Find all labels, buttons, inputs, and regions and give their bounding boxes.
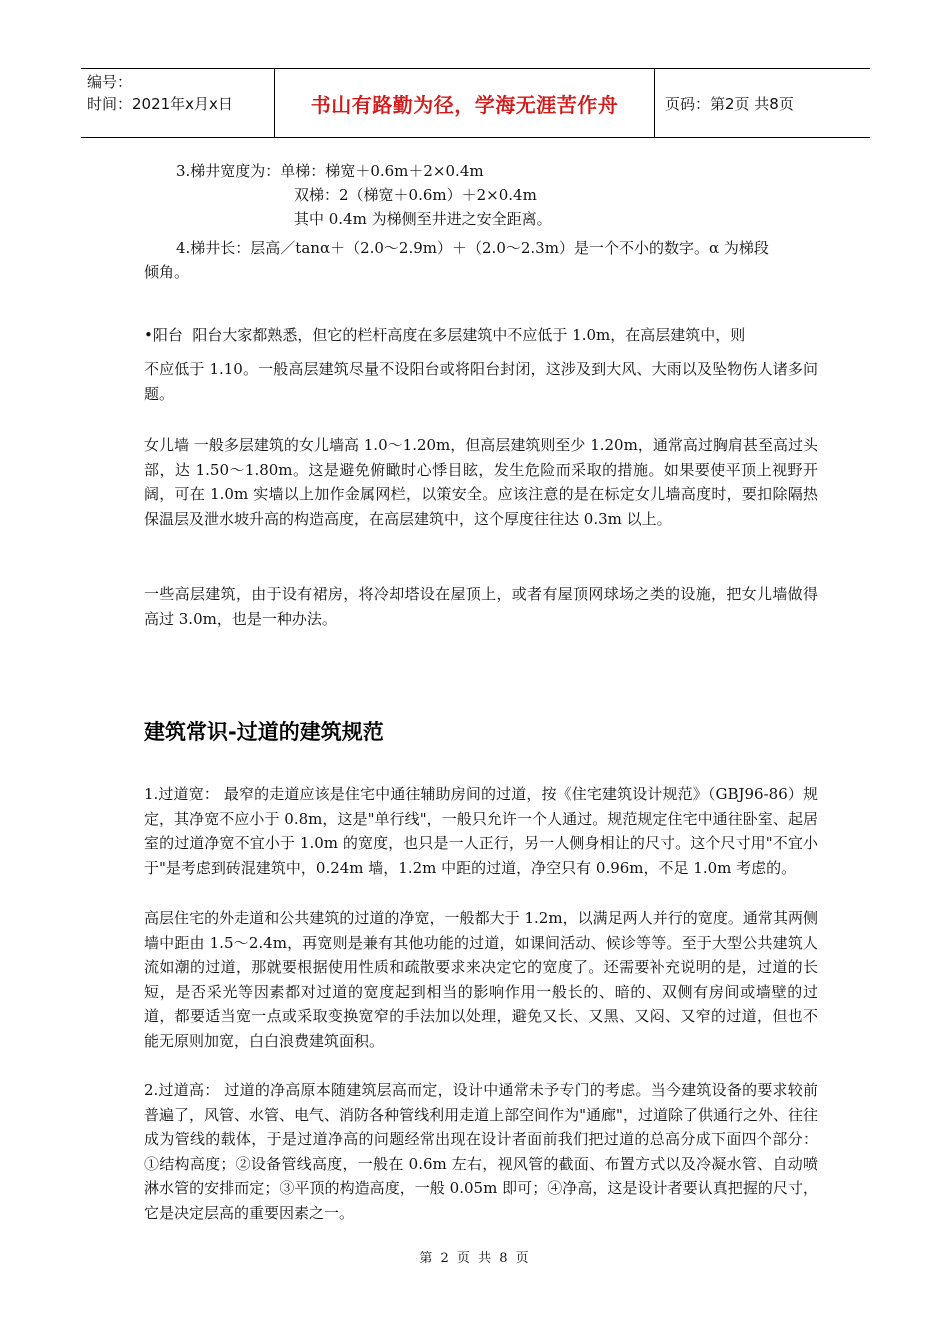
stair-line-1: 3.梯井宽度为：单梯：梯宽＋0.6m＋2×0.4m (176, 162, 484, 180)
stair-line-4: 4.梯井长：层高／tanα＋（2.0～2.9m）＋（2.0～2.3m）是一个不小的数字。α 为梯段 (176, 239, 769, 257)
corridor-width-paragraph: 1.过道宽： 最窄的走道应该是住宅中通往辅助房间的过道，按《住宅建筑设计规范》（GBJ96-86）规定，其净宽不应小于 0.8m，这是"单行线"，一般只允许一个人通过。规范规定住宅中通往卧室、起居室的过道净宽不宜小于 1.0m 的宽度，也只是一人正行，另一人侧身相让的尺寸。这个尺寸用"不宜小于"是考虑到砖混建筑中，0.24m 墙，1.2m 中距的过道，净空只有 0.96m，不足 1.0m 考虑的。 (144, 785, 818, 877)
section-title: 建筑常识-过道的建筑规范 (144, 720, 384, 744)
motto-text: 书山有路勤为径，学海无涯苦作舟 (310, 92, 619, 117)
corridor-height-paragraph: 2.过道高： 过道的净高原本随建筑层高而定，设计中通常未予专门的考虑。当今建筑设备的要求较前普遍了，风管、水管、电气、消防各种管线利用走道上部空间作为"通廊"，过道除了供通行之外、往往成为管线的载体，于是过道净高的问题经常出现在设计者面前我们把过道的总高分成下面四个部分：①结构高度；②设备管线高度，一般在 0.6m 左右，视风管的截面、布置方式以及冷凝水管、自动喷淋水管的安排而定；③平顶的构造高度，一般 0.05m 即可；④净高，这是设计者要认真把握的尺寸，它是决定层高的重要因素之一。 (144, 1081, 818, 1222)
header-motto-cell (275, 69, 655, 137)
parapet-paragraph-1: 女儿墙 一般多层建筑的女儿墙高 1.0～1.20m，但高层建筑则至少 1.20m，通常高过胸肩甚至高过头部，达 1.50～1.80m。这是避免俯瞰时心悸目眩，发生危险而采取的措施。如果要使平顶上视野开阔，可在 1.0m 实墙以上加作金属网栏，以策安全。应该注意的是在标定女儿墙高度时，要扣除隔热保温层及泄水坡升高的构造高度，在高层建筑中，这个厚度往往达 0.3m 以上。 (144, 436, 818, 528)
corridor-width-paragraph-2: 高层住宅的外走道和公共建筑的过道的净宽，一般都大于 1.2m，以满足两人并行的宽度。通常其两侧墙中距由 1.5～2.4m，再宽则是兼有其他功能的过道，如课间活动、候诊等等。至于大型公共建筑人流如潮的过道，那就要根据使用性质和疏散要求来决定它的宽度了。还需要补充说明的是，过道的长短，是否采光等因素都对过道的宽度起到相当的影响作用一般长的、暗的、双侧有房间或墙壁的过道，都要适当宽一点或采取变换宽窄的手法加以处理，避免又长、又黑、又闷、又窄的过道，但也不能无原则加宽，白白浪费建筑面积。 (144, 909, 818, 1050)
stair-line-3: 其中 0.4m 为梯侧至井进之安全距离。 (294, 210, 552, 228)
stair-line-5: 倾角。 (144, 263, 190, 281)
header-page-info (655, 69, 870, 137)
date-label: 时间：2021年x月x日 (87, 95, 233, 113)
parapet-paragraph-2: 一些高层建筑，由于设有裙房，将冷却塔设在屋顶上，或者有屋顶网球场之类的设施，把女儿墙做得高过 3.0m，也是一种办法。 (144, 585, 818, 628)
page-info-text: 页码：第2页 共8页 (665, 94, 794, 113)
page-footer: 第 2 页 共 8 页 (419, 1251, 531, 1266)
number-label: 编号： (87, 73, 133, 91)
header-meta (81, 69, 275, 137)
stair-line-2: 双梯：2（梯宽＋0.6m）＋2×0.4m (294, 186, 537, 204)
page-header (81, 68, 870, 138)
balcony-line-1: •阳台 阳台大家都熟悉，但它的栏杆高度在多层建筑中不应低于 1.0m，在高层建筑中，则 (144, 326, 746, 344)
balcony-rest: 不应低于 1.10。一般高层建筑尽量不设阳台或将阳台封闭，这涉及到大风、大雨以及坠物伤人诸多问题。 (144, 360, 818, 403)
